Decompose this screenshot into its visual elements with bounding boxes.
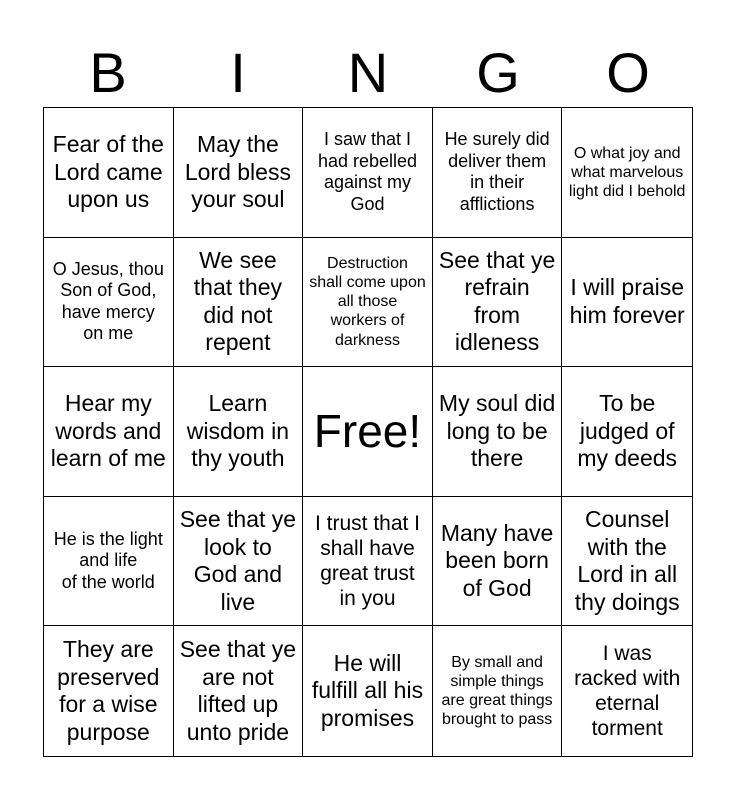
bingo-cell-r5-c3[interactable]: He will fulfill all his promises [303,626,433,756]
bingo-cell-r1-c4[interactable]: He surely did deliver them in their afflictions [433,108,563,238]
bingo-cell-r5-c5[interactable]: I was racked with eternal torment [574,641,681,741]
bingo-cell-r4-c5[interactable]: Counsel with the Lord in all thy doings [562,497,692,627]
bingo-cell-r3-c2[interactable]: Learn wisdom in thy youth [174,367,304,497]
bingo-cell-r1-c2[interactable]: May the Lord bless your soul [174,108,304,238]
header-letter-g: G [476,41,520,104]
header-letter-n: N [347,41,389,104]
bingo-cell-r1-c3[interactable]: I saw that I had rebelled against my God [303,108,433,238]
header-letter-o: O [606,41,650,104]
bingo-cell-r4-c3[interactable]: I trust that I shall have great trust in you [303,497,433,627]
bingo-cell-r5-c1[interactable]: They are preserved for a wise purpose [44,626,174,756]
bingo-cell-r5-c2[interactable]: See that ye are not lifted up unto pride [174,626,304,756]
header-letter-i: I [230,41,246,104]
free-space[interactable]: Free! [303,367,433,497]
bingo-header [43,38,693,108]
header-letter-b: B [89,41,127,104]
bingo-cell-r1-c5[interactable]: O what joy and what marvelous light did I behold [562,108,692,238]
bingo-cell-r2-c5[interactable]: I will praise him forever [562,238,692,368]
bingo-cell-r2-c4[interactable]: See that ye refrain from idleness [433,238,563,368]
bingo-cell-r2-c1[interactable]: O Jesus, thou Son of God, have mercy on me [44,238,174,368]
bingo-cell-r3-c1[interactable]: Hear my words and learn of me [44,367,174,497]
bingo-cell-r4-c2[interactable]: See that ye look to God and live [174,497,304,627]
bingo-cell-r4-c1[interactable]: He is the light and life of the world [44,497,174,627]
bingo-cell-r3-c5[interactable]: To be judged of my deeds [562,367,692,497]
bingo-board [43,107,693,757]
bingo-cell-r1-c1[interactable]: Fear of the Lord came upon us [44,108,174,238]
bingo-cell-r5-c4[interactable]: By small and simple things are great things brought to pass [433,626,563,756]
bingo-cell-r2-c2[interactable]: We see that they did not repent [174,238,304,368]
bingo-cell-r3-c4[interactable]: My soul did long to be there [433,367,563,497]
bingo-cell-r4-c4[interactable]: Many have been born of God [433,497,563,627]
bingo-cell-r2-c3[interactable]: Destruction shall come upon all those workers of darkness [303,238,433,368]
